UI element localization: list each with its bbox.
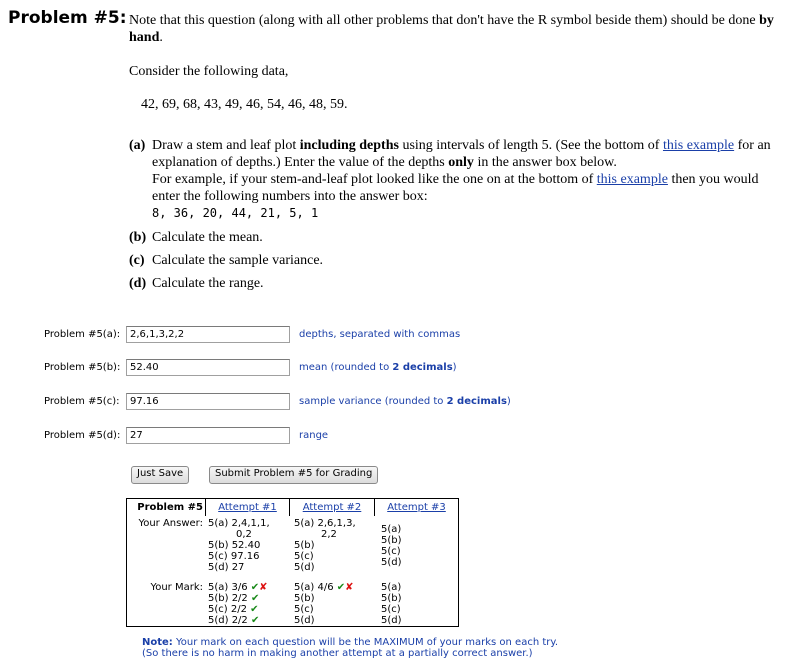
attempt-3-answers: 5(a) 5(b) 5(c) 5(d) — [381, 524, 402, 568]
marks-row — [127, 582, 458, 626]
intro-end: . — [159, 30, 163, 45]
check-icon: ✔ — [250, 582, 260, 593]
example-link-2[interactable]: this example — [596, 172, 668, 187]
answers-row — [127, 518, 458, 573]
part-d-label: (d) — [129, 276, 147, 291]
part-c-label: (c) — [129, 253, 145, 268]
grading-note — [142, 637, 558, 659]
data-values: 42, 69, 68, 43, 49, 46, 54, 46, 48, 59. — [141, 97, 348, 112]
part-b-label: (b) — [129, 230, 147, 245]
attempt-2-answers: 5(a) 2,6,1,3, 2,2 5(b) 5(c) 5(d) — [294, 518, 356, 573]
intro-bold: by hand — [129, 13, 774, 45]
part-d — [129, 275, 785, 292]
part-a-text: Draw a stem and leaf plot including depths using intervals of length 5. (See the bottom of this example for an explanation of depths.) Enter the value of the depths only in the answer box below. For example, if your stem-and-leaf plot looked like the one on at the bottom of this example then you would enter the following numbers into the answer box: 8, 36, 20, 44, 21, 5, 1 — [152, 138, 771, 220]
just-save-button[interactable]: Just Save — [131, 466, 189, 484]
your-mark-label: Your Mark: — [150, 582, 203, 593]
attempts-header-row — [127, 499, 458, 516]
part-c-text: Calculate the sample variance. — [152, 253, 324, 268]
check-icon: ✔ — [250, 593, 260, 604]
note-line-2: (So there is no harm in making another attempt at a partially correct answer.) — [142, 648, 533, 659]
your-answer-label: Your Answer: — [138, 518, 203, 529]
answer-row-a — [44, 324, 460, 344]
part-b — [129, 229, 785, 246]
example-depths: 8, 36, 20, 44, 21, 5, 1 — [152, 206, 319, 220]
cross-icon: ✘ — [259, 582, 268, 593]
attempts-header-problem: Problem #5 — [137, 502, 203, 513]
answer-input-b[interactable] — [126, 359, 290, 376]
answer-hint-d: range — [299, 429, 329, 441]
answer-hint-c: sample variance (rounded to 2 decimals) — [299, 395, 511, 407]
answer-label-b: Problem #5(b): — [44, 361, 121, 373]
answer-row-b — [44, 357, 457, 377]
check-icon: ✔ — [250, 604, 259, 615]
answer-input-c[interactable] — [126, 393, 290, 410]
check-icon: ✔ — [336, 582, 346, 593]
part-b-text: Calculate the mean. — [152, 230, 263, 245]
consider-text: Consider the following data, — [129, 64, 289, 79]
intro-text: Note that this question (along with all other problems that don't have the R symbol beside them) should be done — [129, 13, 760, 28]
part-d-text: Calculate the range. — [152, 276, 264, 291]
answer-row-c — [44, 391, 511, 411]
answer-row-d — [44, 425, 328, 445]
note-label: Note: — [142, 637, 173, 648]
attempt-1-marks: 5(a) 3/6 ✔✘ 5(b) 2/2 ✔ 5(c) 2/2 ✔ 5(d) 2/2 ✔ — [208, 582, 268, 626]
note-line-1: Your mark on each question will be the MAXIMUM of your marks on each try. — [172, 637, 559, 648]
check-icon: ✔ — [250, 615, 260, 626]
answer-label-a: Problem #5(a): — [44, 328, 121, 340]
attempt-1-link[interactable]: Attempt #1 — [218, 502, 277, 513]
answer-label-d: Problem #5(d): — [44, 429, 121, 441]
attempt-2-marks: 5(a) 4/6 ✔✘ 5(b) 5(c) 5(d) — [294, 582, 354, 626]
answer-input-a[interactable] — [126, 326, 290, 343]
problem-heading: Problem #5: — [8, 8, 127, 28]
cross-icon: ✘ — [345, 582, 354, 593]
answer-hint-a: depths, separated with commas — [299, 328, 461, 340]
attempt-2-link[interactable]: Attempt #2 — [302, 502, 362, 513]
part-a-label: (a) — [129, 138, 146, 153]
answer-input-d[interactable] — [126, 427, 290, 444]
attempt-3-link[interactable]: Attempt #3 — [387, 502, 446, 513]
attempt-1-answers: 5(a) 2,4,1,1, 0,2 5(b) 52.40 5(c) 97.16 5(d) 27 — [208, 518, 270, 573]
problem-parts — [129, 137, 785, 298]
answer-label-c: Problem #5(c): — [44, 395, 120, 407]
submit-button[interactable]: Submit Problem #5 for Grading — [209, 466, 378, 484]
attempt-3-marks: 5(a) 5(b) 5(c) 5(d) — [381, 582, 402, 626]
example-link-1[interactable]: this example — [662, 138, 735, 153]
answer-hint-b: mean (rounded to 2 decimals) — [299, 361, 457, 373]
attempts-table — [126, 498, 459, 627]
part-c — [129, 252, 785, 269]
problem-intro — [129, 12, 785, 46]
part-a — [129, 137, 785, 222]
